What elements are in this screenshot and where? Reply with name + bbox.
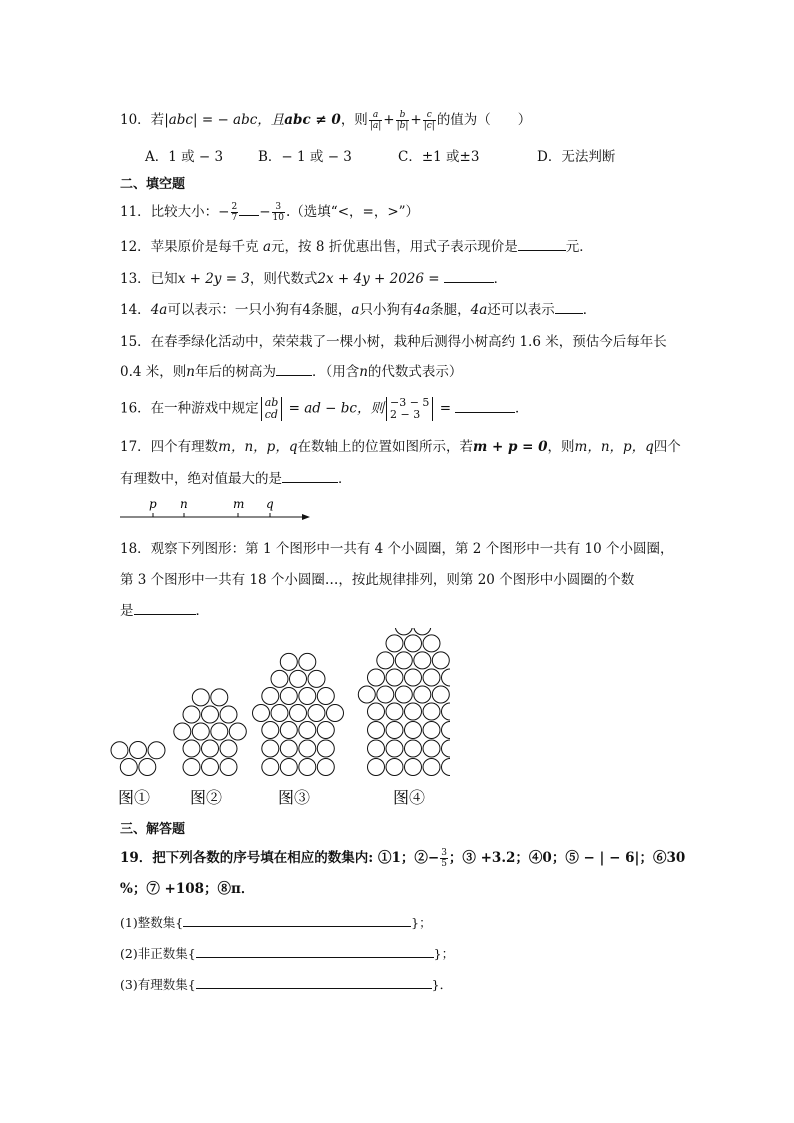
fig3-body-circle <box>317 740 334 757</box>
fig2-body-circle <box>202 759 219 776</box>
q11-fraction-1: $\frac{2}{7}$ <box>231 202 238 223</box>
fig3-body-circle <box>262 740 279 757</box>
fig3-roof-circle <box>308 705 325 722</box>
q19-fraction: $\frac{3}{5}$ <box>441 848 447 869</box>
fig4-roof-circle <box>358 686 375 703</box>
q17-condition: m + p = 0 <box>472 439 548 455</box>
q11-text: 11．比较大小：− <box>120 204 230 220</box>
fig1-body-circle <box>139 759 156 776</box>
set-rational <box>120 976 452 994</box>
fig3-roof-circle <box>271 670 288 687</box>
fig3-roof-circle <box>253 705 270 722</box>
q16-eq: = <box>435 400 452 417</box>
fig4-body-circle <box>423 722 440 739</box>
q17-text-2: 在数轴上的位置如图所示，若 <box>297 439 473 455</box>
q12-text: 12．苹果原价是每千克 <box>120 239 263 255</box>
fig3-roof-circle <box>308 670 325 687</box>
label-n: n <box>180 497 188 511</box>
q15-text-2: 年后的树高为 <box>194 364 276 380</box>
q14-text-2: 可以表示：一只小狗有4条腿， <box>167 302 352 318</box>
set-non-positive-close: }； <box>433 946 455 961</box>
q16-definition: = ad − bc，则 <box>284 400 384 417</box>
question-16 <box>120 397 529 421</box>
q15-text-3: ．（用含 <box>311 364 360 380</box>
fig4-roof-circle <box>414 686 431 703</box>
q17-text-6: ． <box>338 471 352 487</box>
fig2-roof-circle <box>192 689 209 706</box>
set-rational-close: }． <box>431 977 453 992</box>
q16-determinant-def: ab cd <box>261 397 283 421</box>
fig3-roof-circle <box>262 688 279 705</box>
question-15-line-2 <box>120 363 462 381</box>
q17-vars-2: m，n，p，q <box>574 439 654 455</box>
figure-label-4: 图④ <box>393 788 426 807</box>
fig1-body-circle <box>120 759 137 776</box>
fig1-side-circle <box>111 742 128 759</box>
fig4-body-circle <box>423 740 440 757</box>
fig4-body-circle <box>442 759 451 776</box>
q11-fraction-2: $\frac{3}{10}$ <box>272 202 284 223</box>
q19-text-2: ；③ +3.2；④0；⑤ − | − 6|；⑥30 <box>448 850 686 866</box>
fig4-body-circle <box>442 740 451 757</box>
figure-label-1: 图① <box>118 788 151 807</box>
fig3-body-circle <box>280 759 297 776</box>
fig4-roof-circle <box>414 628 431 635</box>
section-heading-answer: 三、解答题 <box>120 822 186 837</box>
fig3-roof-circle <box>299 688 316 705</box>
section-heading-fill-blank: 二、填空题 <box>120 177 186 192</box>
q10-fraction-b: $\frac{b}{|b|}$ <box>396 110 409 131</box>
q10-option-a[interactable]: A．1 或 − 3 <box>145 149 224 165</box>
q17-text-3: ，则 <box>547 439 575 455</box>
q10-option-c[interactable]: C．±1 或±3 <box>398 149 480 165</box>
fig3-body-circle <box>299 722 316 739</box>
q10-plus-1: + <box>383 112 395 128</box>
label-q: q <box>266 497 274 511</box>
q11-hint: .（选填“<，=，>”） <box>286 204 420 220</box>
set-integers <box>120 914 432 932</box>
fig4-body-circle <box>368 703 385 720</box>
set-integers-close: }； <box>411 915 432 930</box>
fig3-roof-circle <box>271 705 288 722</box>
fig2-roof-circle <box>183 706 200 723</box>
question-18-line-1: 18．观察下列图形：第 1 个图形中一共有 4 个小圆圈，第 2 个图形中一共有 10 个小圆圈， <box>120 541 674 557</box>
fig2-roof-circle <box>220 706 237 723</box>
fig1-side-circle <box>148 742 165 759</box>
q18-answer-blank[interactable] <box>134 602 196 615</box>
q10-fraction-c: $\frac{c}{|c|}$ <box>423 110 435 131</box>
question-17-line-1 <box>120 438 681 456</box>
q11-minus: − <box>259 204 271 220</box>
question-19-line-1 <box>120 848 685 869</box>
fig3-body-circle <box>317 759 334 776</box>
q14-var-1: 4a <box>150 302 168 318</box>
q14-text-6: ． <box>582 302 597 318</box>
question-14 <box>120 301 596 319</box>
number-line-diagram <box>118 494 314 524</box>
fig4-roof-circle <box>432 652 449 669</box>
fig4-roof-circle <box>395 652 412 669</box>
question-18-line-3 <box>120 602 209 620</box>
fig4-body-circle <box>368 740 385 757</box>
fig4-roof-circle <box>414 652 431 669</box>
q16-text: 16．在一种游戏中规定 <box>120 400 259 417</box>
fig4-roof-circle <box>377 652 394 669</box>
q17-text: 17．四个有理数 <box>120 439 219 455</box>
q10-condition: abc ≠ 0 <box>284 112 341 128</box>
fig2-roof-circle <box>192 723 209 740</box>
fig4-body-circle <box>405 740 422 757</box>
fig4-roof-circle <box>386 635 403 652</box>
fig4-body-circle <box>405 703 422 720</box>
q17-text-5: 有理数中，绝对值最大的是 <box>120 471 282 487</box>
fig1-roof-circle <box>130 742 147 759</box>
fig4-roof-circle <box>423 635 440 652</box>
set-non-positive-blank[interactable] <box>196 945 434 958</box>
fig4-body-circle <box>423 703 440 720</box>
q14-number: 14． <box>120 302 151 318</box>
question-12 <box>120 238 593 256</box>
fig4-body-circle <box>368 759 385 776</box>
fig4-body-circle <box>405 722 422 739</box>
q10-eq: = − abc，且 <box>197 112 285 128</box>
fig3-body-circle <box>317 722 334 739</box>
q14-var-2: a <box>351 302 360 318</box>
set-integers-label: (1)整数集{ <box>120 915 184 930</box>
q10-option-b[interactable]: B．− 1 或 − 3 <box>258 149 352 165</box>
fig4-body-circle <box>386 759 403 776</box>
q10-number: 10．若 <box>120 112 165 128</box>
q12-text-2: 元，按 8 折优惠出售，用式子表示现价是 <box>271 239 518 255</box>
set-rational-blank[interactable] <box>196 976 432 989</box>
q10-option-d[interactable]: D．无法判断 <box>537 149 616 165</box>
fig2-body-circle <box>202 740 219 757</box>
fig3-body-circle <box>262 722 279 739</box>
question-15-line-1: 15．在春季绿化活动中，荣荣栽了一棵小树，栽种后测得小树高约 1.6 米，预估今后每年长 <box>120 334 667 350</box>
set-rational-label: (3)有理数集{ <box>120 977 196 992</box>
fig4-roof-circle <box>368 669 385 686</box>
fig4-roof-circle <box>405 669 422 686</box>
fig3-roof-circle <box>290 670 307 687</box>
fig3-body-circle <box>280 722 297 739</box>
q13-expr-1: x + 2y = 3 <box>177 271 250 287</box>
fig4-roof-circle <box>405 635 422 652</box>
fig3-roof-circle <box>327 705 344 722</box>
fig4-body-circle <box>386 740 403 757</box>
question-10 <box>120 110 531 131</box>
fig3-roof-circle <box>299 653 316 670</box>
q17-answer-blank[interactable] <box>282 470 338 483</box>
q10-plus-2: + <box>410 112 422 128</box>
fig2-roof-circle <box>211 689 228 706</box>
q12-var: a <box>262 239 272 255</box>
label-p: p <box>149 497 157 511</box>
fig2-roof-circle <box>202 706 219 723</box>
q18-text: 是 <box>120 603 134 619</box>
q16-text-2: ． <box>515 400 529 417</box>
q13-expr-2: 2x + 4y + 2026 = <box>317 271 440 287</box>
q18-text-2: ． <box>195 603 209 619</box>
q10-then: ，则 <box>340 112 368 128</box>
fig3-roof-circle <box>317 688 334 705</box>
fig4-body-circle <box>442 722 451 739</box>
q15-text: 0.4 米，则 <box>120 364 187 380</box>
q16-answer-blank[interactable] <box>455 400 515 413</box>
fig3-body-circle <box>299 759 316 776</box>
q13-text-2: ，则代数式 <box>249 271 318 287</box>
number-line-arrow <box>302 514 310 520</box>
q13-answer-blank[interactable] <box>444 270 494 283</box>
question-18-line-2: 第 3 个图形中一共有 18 个小圆圈…，按此规律排列，则第 20 个图形中小圆圈的个数 <box>120 572 635 588</box>
q10-tail: 的值为（ ） <box>436 112 532 128</box>
q14-var-3: 4a <box>413 302 431 318</box>
fig4-body-circle <box>386 703 403 720</box>
fig2-body-circle <box>183 740 200 757</box>
fig4-roof-circle <box>377 686 394 703</box>
question-13 <box>120 270 507 288</box>
fig4-body-circle <box>405 759 422 776</box>
q14-text-4: 条腿， <box>430 302 471 318</box>
fig4-roof-circle <box>386 669 403 686</box>
q10-fraction-a: $\frac{a}{|a|}$ <box>369 110 382 131</box>
fig2-roof-circle <box>174 723 191 740</box>
q17-vars: m，n，p，q <box>218 439 298 455</box>
q12-answer-blank[interactable] <box>518 238 566 251</box>
fig3-body-circle <box>262 759 279 776</box>
fig4-roof-circle <box>395 628 412 635</box>
fig4-roof-circle <box>432 686 449 703</box>
q19-text: 19．把下列各数的序号填在相应的数集内: ①1；②− <box>120 850 440 866</box>
fig3-body-circle <box>299 740 316 757</box>
fig3-roof-circle <box>280 688 297 705</box>
circle-pattern-group <box>111 628 450 776</box>
question-19-line-2: %；⑦ +108；⑧π． <box>120 881 255 897</box>
q14-text-3: 只小狗有 <box>359 302 414 318</box>
question-11 <box>120 202 419 223</box>
fig2-body-circle <box>183 759 200 776</box>
q17-text-4: 四个 <box>653 439 681 455</box>
q14-var-4: 4a <box>470 302 488 318</box>
set-non-positive-label: (2)非正数集{ <box>120 946 196 961</box>
fig4-body-circle <box>386 722 403 739</box>
q15-var: n <box>186 364 195 380</box>
q14-answer-blank[interactable] <box>555 301 583 314</box>
q15-text-4: 的代数式表示） <box>367 364 463 380</box>
q12-text-3: 元． <box>565 239 593 255</box>
fig2-roof-circle <box>211 723 228 740</box>
figure-label-2: 图② <box>190 788 223 807</box>
q13-text-3: ． <box>493 271 508 287</box>
q15-answer-blank[interactable] <box>276 363 312 376</box>
fig2-body-circle <box>220 759 237 776</box>
q14-text-5: 还可以表示 <box>487 302 555 318</box>
question-17-line-2 <box>120 470 352 488</box>
q13-text: 13．已知 <box>120 271 178 287</box>
q15-var-2: n <box>359 364 368 380</box>
fig2-roof-circle <box>229 723 246 740</box>
fig4-body-circle <box>423 759 440 776</box>
fig4-body-circle <box>368 722 385 739</box>
fig3-roof-circle <box>280 653 297 670</box>
figure-label-3: 图③ <box>278 788 311 807</box>
fig3-body-circle <box>280 740 297 757</box>
fig4-body-circle <box>442 703 451 720</box>
fig2-body-circle <box>220 740 237 757</box>
fig4-roof-circle <box>442 669 451 686</box>
fig4-roof-circle <box>423 669 440 686</box>
set-non-positive <box>120 945 454 963</box>
fig4-roof-circle <box>395 686 412 703</box>
q10-abs: |abc| <box>164 112 198 128</box>
set-integers-blank[interactable] <box>183 914 411 927</box>
fig3-roof-circle <box>290 705 307 722</box>
q16-determinant-values: −3 − 5 2 − 3 <box>386 397 433 421</box>
q11-answer-blank[interactable] <box>239 203 259 216</box>
circle-pattern-figures <box>110 628 450 810</box>
label-m: m <box>233 497 245 511</box>
